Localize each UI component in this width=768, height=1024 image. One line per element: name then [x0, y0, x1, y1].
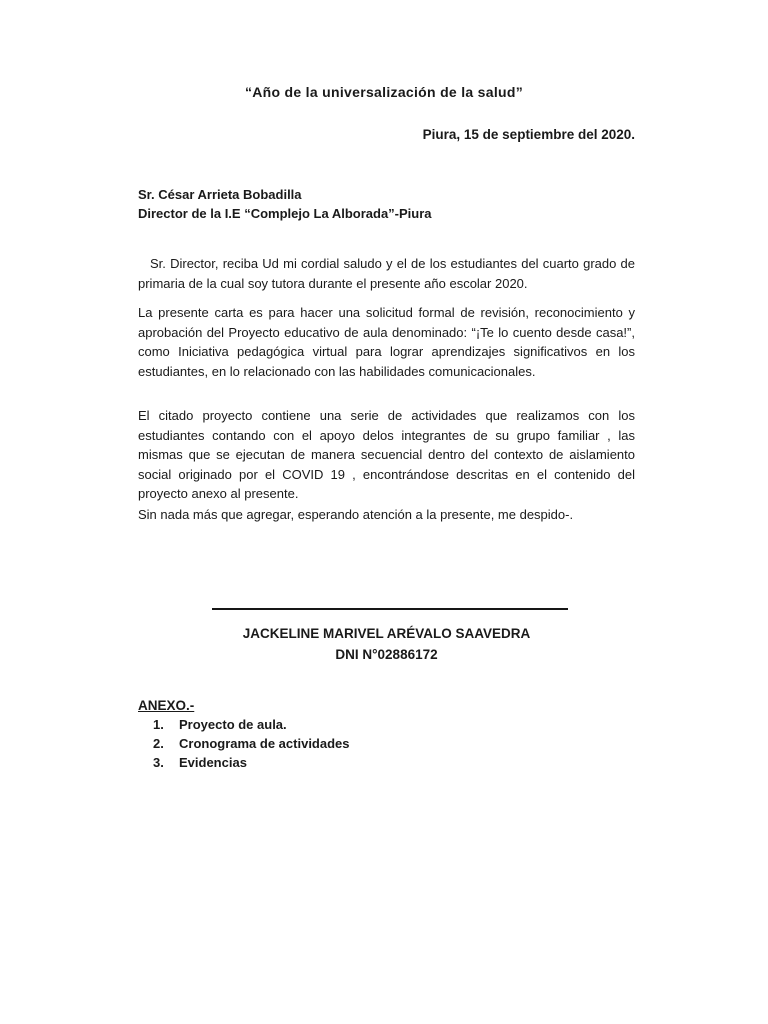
annex-heading: ANEXO.- [138, 698, 195, 713]
dateline: Piura, 15 de septiembre del 2020. [422, 127, 635, 142]
signature-block [138, 623, 635, 665]
annex-item [153, 735, 350, 754]
annex-item [153, 754, 350, 773]
annex-item-text: Evidencias [179, 754, 247, 770]
signature-dni: DNI N°02886172 [335, 647, 438, 662]
paragraph-closing: Sin nada más que agregar, esperando atención a la presente, me despido-. [138, 507, 574, 522]
annex-item-text: Cronograma de actividades [179, 735, 350, 751]
annex-item-number: 1. [153, 717, 164, 732]
annex-item-text: Proyecto de aula. [179, 717, 287, 732]
annex-item [153, 716, 350, 735]
recipient-block [138, 186, 635, 223]
annex-list [153, 716, 350, 772]
annex-item-number: 3. [153, 754, 164, 770]
annex-item-number: 2. [153, 735, 164, 751]
paragraph-project-details: El citado proyecto contiene una serie de actividades que realizamos con los estudiantes contando con el apoyo delos integrantes de su grupo familiar , las mismas que se ejecutan de manera secuencial dentro del contexto de aislamiento social originado por el COVID 19 , encontrándose descritas en el contenido del proyecto anexo al presente. [138, 408, 635, 501]
recipient-name: Sr. César Arrieta Bobadilla [138, 187, 302, 202]
paragraph-greeting: Sr. Director, reciba Ud mi cordial saludo y el de los estudiantes del cuarto grado de primaria de la cual soy tutora durante el presente año escolar 2020. [138, 256, 635, 291]
signature-name: JACKELINE MARIVEL ARÉVALO SAAVEDRA [242, 626, 531, 641]
header-quote: “Año de la universalización de la salud” [244, 84, 524, 100]
recipient-title: Director de la I.E “Complejo La Alborada”-Piura [138, 205, 432, 221]
paragraph-request: La presente carta es para hacer una solicitud formal de revisión, reconocimiento y aprobación del Proyecto educativo de aula denominado: “¡Te lo cuento desde casa!”, como Iniciativa pedagógica virtual para lograr aprendizajes significativos en los estudiantes, en lo relacionado con las habilidades comunicacionales. [138, 305, 635, 379]
signature-line [212, 608, 568, 610]
